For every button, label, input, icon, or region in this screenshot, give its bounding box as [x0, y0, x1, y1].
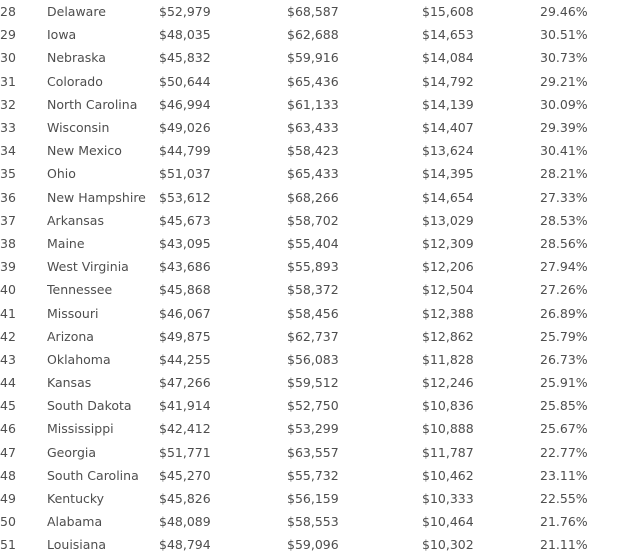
cell-value-b: $62,737 — [287, 328, 339, 344]
cell-value-a: $43,095 — [159, 235, 211, 251]
cell-rank: 43 — [0, 351, 16, 367]
cell-value-a: $49,875 — [159, 328, 211, 344]
cell-percent: 25.67% — [540, 421, 588, 437]
cell-value-a: $53,612 — [159, 189, 211, 205]
cell-percent: 30.41% — [540, 143, 588, 159]
cell-rank: 33 — [0, 120, 16, 136]
cell-percent: 22.77% — [540, 444, 588, 460]
cell-rank: 35 — [0, 166, 16, 182]
cell-state: Louisiana — [47, 537, 107, 553]
cell-value-a: $49,026 — [159, 120, 211, 136]
table-row — [0, 325, 640, 348]
cell-value-b: $58,372 — [287, 282, 339, 298]
cell-state: West Virginia — [47, 259, 129, 275]
cell-value-a: $42,412 — [159, 421, 211, 437]
cell-value-b: $55,732 — [287, 467, 339, 483]
cell-rank: 40 — [0, 282, 16, 298]
cell-rank: 38 — [0, 235, 16, 251]
cell-value-c: $10,464 — [422, 514, 474, 530]
cell-value-a: $51,771 — [159, 444, 211, 460]
cell-state: South Carolina — [47, 467, 139, 483]
cell-state: Delaware — [47, 4, 106, 20]
cell-percent: 21.11% — [540, 537, 588, 553]
cell-value-b: $58,423 — [287, 143, 339, 159]
cell-state: Colorado — [47, 73, 103, 89]
table-row — [0, 0, 640, 23]
table-row — [0, 139, 640, 162]
cell-value-c: $13,624 — [422, 143, 474, 159]
cell-value-c: $10,888 — [422, 421, 474, 437]
cell-value-c: $12,862 — [422, 328, 474, 344]
cell-percent: 21.76% — [540, 514, 588, 530]
cell-value-a: $44,799 — [159, 143, 211, 159]
cell-value-c: $10,462 — [422, 467, 474, 483]
cell-value-a: $48,089 — [159, 514, 211, 530]
cell-rank: 50 — [0, 514, 16, 530]
cell-value-a: $43,686 — [159, 259, 211, 275]
cell-percent: 30.51% — [540, 27, 588, 43]
cell-value-c: $14,084 — [422, 50, 474, 66]
cell-state: Arizona — [47, 328, 94, 344]
cell-percent: 27.26% — [540, 282, 588, 298]
cell-state: Alabama — [47, 514, 103, 530]
table-row — [0, 46, 640, 69]
cell-state: Missouri — [47, 305, 99, 321]
cell-rank: 49 — [0, 491, 16, 507]
cell-rank: 34 — [0, 143, 16, 159]
table-row — [0, 487, 640, 510]
cell-rank: 32 — [0, 96, 16, 112]
cell-state: North Carolina — [47, 96, 138, 112]
cell-value-b: $63,433 — [287, 120, 339, 136]
cell-percent: 23.11% — [540, 467, 588, 483]
cell-rank: 42 — [0, 328, 16, 344]
cell-rank: 29 — [0, 27, 16, 43]
cell-percent: 29.39% — [540, 120, 588, 136]
cell-percent: 25.91% — [540, 375, 588, 391]
cell-value-c: $13,029 — [422, 212, 474, 228]
table-row — [0, 441, 640, 464]
cell-state: Kansas — [47, 375, 92, 391]
cell-rank: 46 — [0, 421, 16, 437]
cell-state: Tennessee — [47, 282, 113, 298]
cell-value-c: $14,139 — [422, 96, 474, 112]
cell-value-b: $61,133 — [287, 96, 339, 112]
cell-value-b: $52,750 — [287, 398, 339, 414]
cell-state: New Mexico — [47, 143, 122, 159]
cell-value-b: $58,702 — [287, 212, 339, 228]
cell-value-c: $14,407 — [422, 120, 474, 136]
cell-state: Maine — [47, 235, 85, 251]
cell-value-c: $14,395 — [422, 166, 474, 182]
cell-state: South Dakota — [47, 398, 132, 414]
cell-value-b: $59,916 — [287, 50, 339, 66]
cell-state: Iowa — [47, 27, 77, 43]
table-row — [0, 278, 640, 301]
cell-value-c: $12,504 — [422, 282, 474, 298]
cell-value-c: $12,206 — [422, 259, 474, 275]
table-row — [0, 417, 640, 440]
cell-value-c: $15,608 — [422, 4, 474, 20]
cell-percent: 28.53% — [540, 212, 588, 228]
cell-rank: 39 — [0, 259, 16, 275]
table-row — [0, 23, 640, 46]
cell-percent: 25.85% — [540, 398, 588, 414]
cell-percent: 28.21% — [540, 166, 588, 182]
cell-state: Georgia — [47, 444, 97, 460]
cell-rank: 36 — [0, 189, 16, 205]
cell-value-b: $65,433 — [287, 166, 339, 182]
table-row — [0, 162, 640, 185]
cell-value-a: $47,266 — [159, 375, 211, 391]
cell-percent: 29.21% — [540, 73, 588, 89]
cell-value-a: $51,037 — [159, 166, 211, 182]
cell-value-c: $10,836 — [422, 398, 474, 414]
cell-value-b: $68,266 — [287, 189, 339, 205]
cell-value-a: $45,826 — [159, 491, 211, 507]
cell-value-b: $58,553 — [287, 514, 339, 530]
cell-percent: 29.46% — [540, 4, 588, 20]
cell-percent: 22.55% — [540, 491, 588, 507]
table-row — [0, 371, 640, 394]
cell-rank: 30 — [0, 50, 16, 66]
cell-percent: 28.56% — [540, 235, 588, 251]
cell-value-c: $10,302 — [422, 537, 474, 553]
cell-rank: 41 — [0, 305, 16, 321]
cell-value-b: $55,893 — [287, 259, 339, 275]
cell-state: Nebraska — [47, 50, 106, 66]
cell-value-b: $62,688 — [287, 27, 339, 43]
table-row — [0, 186, 640, 209]
cell-rank: 48 — [0, 467, 16, 483]
cell-value-c: $10,333 — [422, 491, 474, 507]
cell-value-b: $58,456 — [287, 305, 339, 321]
cell-value-a: $41,914 — [159, 398, 211, 414]
cell-value-b: $55,404 — [287, 235, 339, 251]
cell-rank: 45 — [0, 398, 16, 414]
cell-value-a: $45,868 — [159, 282, 211, 298]
cell-percent: 25.79% — [540, 328, 588, 344]
cell-value-b: $68,587 — [287, 4, 339, 20]
cell-percent: 26.89% — [540, 305, 588, 321]
table-row — [0, 394, 640, 417]
table-row — [0, 70, 640, 93]
cell-percent: 30.73% — [540, 50, 588, 66]
cell-value-c: $14,653 — [422, 27, 474, 43]
cell-value-c: $12,309 — [422, 235, 474, 251]
cell-value-b: $56,159 — [287, 491, 339, 507]
cell-value-b: $65,436 — [287, 73, 339, 89]
cell-value-c: $12,388 — [422, 305, 474, 321]
table-row — [0, 93, 640, 116]
cell-rank: 51 — [0, 537, 16, 553]
table-row — [0, 533, 640, 556]
cell-rank: 44 — [0, 375, 16, 391]
cell-value-b: $53,299 — [287, 421, 339, 437]
cell-value-b: $63,557 — [287, 444, 339, 460]
cell-value-a: $48,794 — [159, 537, 211, 553]
cell-rank: 47 — [0, 444, 16, 460]
cell-state: Wisconsin — [47, 120, 110, 136]
cell-value-c: $12,246 — [422, 375, 474, 391]
cell-value-a: $45,270 — [159, 467, 211, 483]
cell-value-c: $11,787 — [422, 444, 474, 460]
cell-rank: 37 — [0, 212, 16, 228]
cell-state: Arkansas — [47, 212, 104, 228]
cell-value-a: $46,994 — [159, 96, 211, 112]
table-row — [0, 464, 640, 487]
table-row — [0, 301, 640, 324]
table-row — [0, 232, 640, 255]
table-row — [0, 348, 640, 371]
table-row — [0, 510, 640, 533]
cell-percent: 30.09% — [540, 96, 588, 112]
cell-rank: 31 — [0, 73, 16, 89]
cell-value-b: $59,096 — [287, 537, 339, 553]
cell-value-a: $44,255 — [159, 351, 211, 367]
table-row — [0, 116, 640, 139]
cell-value-a: $50,644 — [159, 73, 211, 89]
cell-value-a: $48,035 — [159, 27, 211, 43]
cell-value-a: $46,067 — [159, 305, 211, 321]
cell-state: Mississippi — [47, 421, 114, 437]
table-row — [0, 255, 640, 278]
cell-state: Oklahoma — [47, 351, 111, 367]
cell-state: New Hampshire — [47, 189, 146, 205]
cell-percent: 27.33% — [540, 189, 588, 205]
cell-value-c: $14,792 — [422, 73, 474, 89]
cell-value-c: $11,828 — [422, 351, 474, 367]
cell-state: Ohio — [47, 166, 76, 182]
cell-percent: 26.73% — [540, 351, 588, 367]
cell-state: Kentucky — [47, 491, 105, 507]
cell-value-a: $45,832 — [159, 50, 211, 66]
cell-value-c: $14,654 — [422, 189, 474, 205]
table-row — [0, 209, 640, 232]
cell-value-a: $52,979 — [159, 4, 211, 20]
cell-percent: 27.94% — [540, 259, 588, 275]
cell-value-b: $59,512 — [287, 375, 339, 391]
cell-value-b: $56,083 — [287, 351, 339, 367]
cell-rank: 28 — [0, 4, 16, 20]
cell-value-a: $45,673 — [159, 212, 211, 228]
